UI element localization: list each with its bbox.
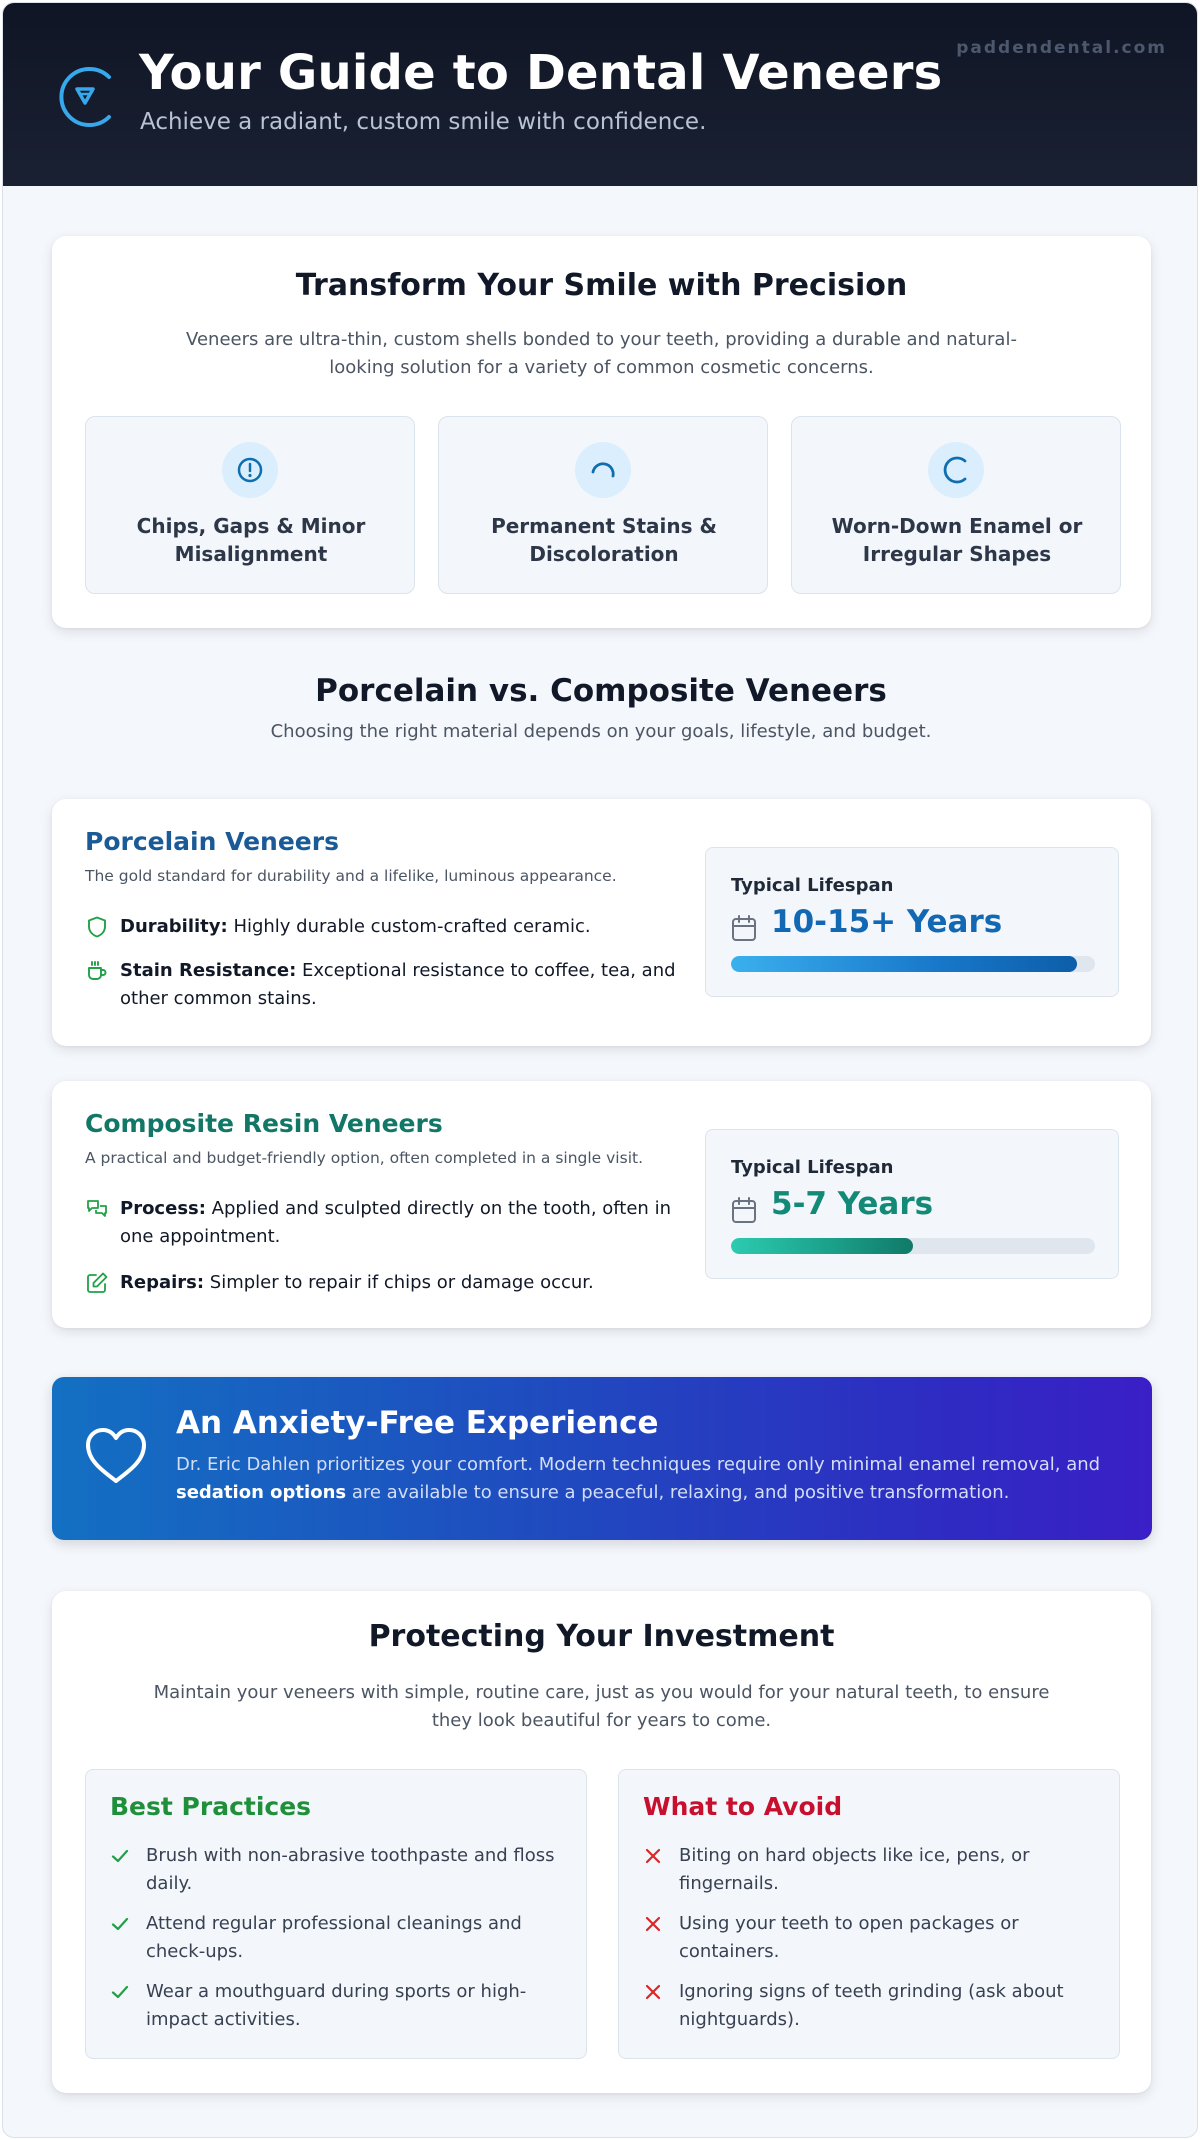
best-practice-text: Wear a mouthguard during sports or high-impact activities. — [146, 1981, 527, 2030]
intro-title: Transform Your Smile with Precision — [295, 268, 908, 303]
banner-text-part: Dr. Eric Dahlen prioritizes your comfort. Modern techniques require only minimal enamel removal, and — [176, 1454, 1101, 1475]
porcelain-item — [85, 913, 685, 943]
alert-circle-icon — [222, 442, 278, 498]
lifespan-label: Typical Lifespan — [731, 1157, 894, 1178]
item-text: Highly durable custom-crafted ceramic. — [227, 916, 591, 937]
shield-icon — [85, 915, 109, 939]
composite-item — [85, 1269, 685, 1299]
coffee-cup-icon — [85, 959, 109, 983]
avoid-item — [643, 1978, 1103, 2034]
care-text: Maintain your veneers with simple, routine care, just as you would for your natural teeth, to ensure they look beautiful for years to come. — [153, 1682, 1050, 1731]
lifespan-panel — [705, 1129, 1119, 1279]
circle-arrow-icon — [575, 442, 631, 498]
anxiety-free-banner — [52, 1377, 1152, 1540]
porcelain-title: Porcelain Veneers — [85, 827, 339, 856]
x-icon — [643, 1982, 663, 2002]
banner-text-part: are available to ensure a peaceful, relaxing, and positive transformation. — [346, 1482, 1010, 1503]
item-label: Stain Resistance: — [120, 960, 297, 981]
page-title: Your Guide to Dental Veneers — [139, 45, 943, 101]
avoid-text: Using your teeth to open packages or containers. — [679, 1913, 1019, 1962]
lifespan-label: Typical Lifespan — [731, 875, 894, 896]
check-icon — [110, 1914, 130, 1934]
porcelain-card — [52, 799, 1151, 1046]
x-icon — [643, 1914, 663, 1934]
lifespan-bar-fill — [731, 956, 1077, 972]
best-practice-item — [110, 1842, 570, 1898]
best-practice-item — [110, 1978, 570, 2034]
banner-text — [176, 1451, 1126, 1507]
item-label: Durability: — [120, 916, 228, 937]
what-to-avoid-panel — [618, 1769, 1120, 2059]
item-label: Repairs: — [120, 1272, 205, 1293]
porcelain-desc: The gold standard for durability and a lifelike, luminous appearance. — [85, 867, 617, 885]
item-text: Exceptional resistance to coffee, tea, and other common stains. — [120, 960, 676, 1009]
calendar-icon — [731, 914, 757, 942]
lifespan-bar-fill — [731, 1238, 913, 1254]
intro-card — [52, 236, 1151, 628]
comparison-title: Porcelain vs. Composite Veneers — [315, 673, 887, 709]
avoid-text: Ignoring signs of teeth grinding (ask about nightguards). — [679, 1981, 1064, 2030]
avoid-text: Biting on hard objects like ice, pens, or fingernails. — [679, 1845, 1030, 1894]
best-practices-panel — [85, 1769, 587, 2059]
composite-title: Composite Resin Veneers — [85, 1109, 443, 1138]
check-icon — [110, 1846, 130, 1866]
composite-desc: A practical and budget-friendly option, often completed in a single visit. — [85, 1149, 643, 1167]
x-icon — [643, 1846, 663, 1866]
check-icon — [110, 1982, 130, 2002]
best-practices-title: Best Practices — [110, 1792, 312, 1821]
chat-bubbles-icon — [85, 1197, 109, 1221]
best-practice-text: Brush with non-abrasive toothpaste and floss daily. — [146, 1845, 555, 1894]
porcelain-item — [85, 957, 685, 1017]
page-subtitle: Achieve a radiant, custom smile with confidence. — [140, 109, 707, 135]
avoid-item — [643, 1842, 1103, 1898]
composite-card — [52, 1081, 1151, 1328]
lifespan-value: 5-7 Years — [771, 1186, 934, 1222]
page-header — [3, 3, 1198, 186]
item-label: Process: — [120, 1198, 206, 1219]
tooth-logo-icon — [55, 63, 119, 131]
care-title: Protecting Your Investment — [368, 1619, 835, 1654]
veneers-guide-page — [2, 2, 1198, 2138]
feature-label: Chips, Gaps & Minor Misalignment — [136, 514, 366, 566]
feature-card-stains — [438, 416, 768, 594]
item-text: Simpler to repair if chips or damage occur. — [204, 1272, 594, 1293]
calendar-icon — [731, 1196, 757, 1224]
lifespan-bar — [731, 1238, 1095, 1254]
feature-card-enamel — [791, 416, 1121, 594]
lifespan-bar — [731, 956, 1095, 972]
edit-icon — [85, 1271, 109, 1295]
lifespan-panel — [705, 847, 1119, 997]
composite-item — [85, 1195, 685, 1255]
best-practice-text: Attend regular professional cleanings and check-ups. — [146, 1913, 522, 1962]
feature-card-chips — [85, 416, 415, 594]
avoid-item — [643, 1910, 1103, 1966]
banner-text-bold: sedation options — [176, 1482, 347, 1503]
what-to-avoid-title: What to Avoid — [643, 1792, 843, 1821]
banner-title: An Anxiety-Free Experience — [176, 1405, 659, 1441]
lifespan-value: 10-15+ Years — [771, 904, 1003, 940]
shape-icon — [928, 442, 984, 498]
best-practice-item — [110, 1910, 570, 1966]
feature-label: Permanent Stains & Discoloration — [491, 514, 717, 566]
feature-label: Worn-Down Enamel or Irregular Shapes — [831, 514, 1083, 566]
comparison-subtitle: Choosing the right material depends on your goals, lifestyle, and budget. — [270, 721, 932, 742]
heart-icon — [83, 1426, 149, 1486]
intro-text: Veneers are ultra-thin, custom shells bonded to your teeth, providing a durable and natural-looking solution for a variety of common cosmetic concerns. — [186, 329, 1017, 378]
site-watermark: paddendental.com — [956, 38, 1167, 58]
care-card — [52, 1591, 1151, 2093]
item-text: Applied and sculpted directly on the tooth, often in one appointment. — [120, 1198, 671, 1247]
